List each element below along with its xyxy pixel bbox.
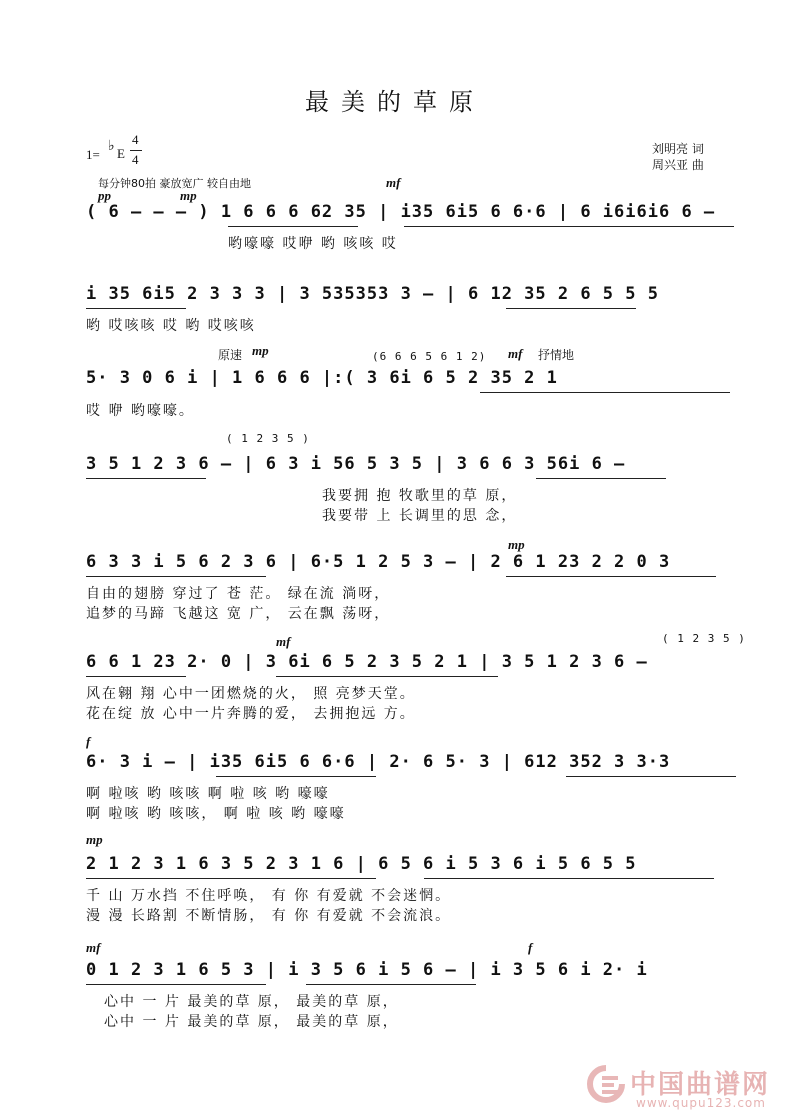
system-1-underline-2 — [404, 226, 734, 227]
key-tonic: E — [117, 146, 125, 161]
ghost-notes-6665612: (6 6 6 5 6 1 2) — [372, 350, 487, 363]
dynamic-pp: pp — [98, 188, 111, 203]
system-6-underline — [86, 676, 186, 677]
system-6-notes: 6 6 1 23 2· 0 | 3 6i 6 5 2 3 5 2 1 | 3 5 1 2 3 6 – — [86, 652, 648, 672]
time-signature-top: 4 — [132, 132, 139, 147]
time-signature-bottom: 4 — [132, 152, 139, 167]
system-2-underline-2 — [506, 308, 636, 309]
system-5-notes: 6 3 3 i 5 6 2 3 6 | 6·5 1 2 5 3 – | 2 6 1 23 2 2 0 3 — [86, 552, 671, 572]
system-6-underline-2 — [276, 676, 498, 677]
system-1-underline — [228, 226, 358, 227]
watermark-logo-icon — [586, 1064, 626, 1104]
system-8-underline-2 — [424, 878, 714, 879]
lyricist-credit: 刘明亮 词 — [652, 142, 704, 156]
watermark-url: www.qupu123.com — [636, 1096, 766, 1110]
system-8-notes: 2 1 2 3 1 6 3 5 2 3 1 6 | 6 5 6 i 5 3 6 i 5 6 5 5 — [86, 854, 637, 874]
system-8-lyric-2: 漫 漫 长路割 不断情肠， 有 你 有爱就 不会流浪。 — [86, 908, 452, 924]
dynamic-f: f — [86, 734, 91, 749]
system-5-lyric-2: 追梦的马蹄 飞越这 宽 广， 云在飘 荡呀， — [86, 606, 391, 622]
system-6-lyric-1: 风在翱 翔 心中一团燃烧的火， 照 亮梦天堂。 — [86, 686, 416, 702]
dynamic-mp: mp — [180, 188, 197, 203]
system-6-lyric-2: 花在绽 放 心中一片奔腾的爱， 去拥抱远 方。 — [86, 706, 416, 722]
system-2-notes: i 35 6i5 2 3 3 3 | 3 535353 3 – | 6 12 35 2 6 5 5 5 — [86, 284, 659, 304]
system-8-underline — [86, 878, 376, 879]
system-8-lyric-1: 千 山 万水挡 不住呼唤， 有 你 有爱就 不会迷惘。 — [86, 888, 452, 904]
dynamic-mp-4: mp — [86, 832, 103, 847]
system-2-lyric: 哟 哎咳咳 哎 哟 哎咳咳 — [86, 318, 256, 334]
time-signature-line — [130, 150, 142, 151]
system-9-lyric-1: 心中 一 片 最美的草 原， 最美的草 原， — [104, 994, 399, 1010]
expression-lyrical: 抒情地 — [538, 348, 575, 362]
system-5-lyric-1: 自由的翅膀 穿过了 苍 茫。 绿在流 淌呀， — [86, 586, 391, 602]
system-3-lyric: 哎 咿 哟嚎嚎。 — [86, 403, 195, 419]
system-4-lyric-2: 我要带 上 长调里的思 念， — [322, 508, 518, 524]
ghost-notes-1235: ( 1 2 3 5 ) — [226, 432, 310, 445]
system-4-notes: 3 5 1 2 3 6 – | 6 3 i 56 5 3 5 | 3 6 6 3 56i 6 – — [86, 454, 626, 474]
system-2-underline — [86, 308, 186, 309]
system-9-lyric-2: 心中 一 片 最美的草 原， 最美的草 原， — [104, 1014, 399, 1030]
tempo-primo: 原速 — [218, 348, 243, 362]
system-4-underline — [86, 478, 206, 479]
system-9-notes: 0 1 2 3 1 6 5 3 | i 3 5 6 i 5 6 – | i 3 5 6 i 2· i — [86, 960, 648, 980]
system-5-underline-2 — [506, 576, 716, 577]
dynamic-mf-2: mf — [508, 346, 523, 361]
system-1-notes: ( 6 – – – ) 1 6 6 6 62 35 | i35 6i5 6 6·6 | 6 i6i6i6 6 – — [86, 202, 716, 222]
system-7-underline-2 — [566, 776, 736, 777]
dynamic-mp-3: mp — [508, 537, 525, 552]
system-9-underline-2 — [306, 984, 476, 985]
system-4-lyric-1: 我要拥 抱 牧歌里的草 原， — [322, 488, 518, 504]
dynamic-mf-4: mf — [86, 940, 101, 955]
dynamic-mf: mf — [386, 175, 401, 190]
system-7-notes: 6· 3 i – | i35 6i5 6 6·6 | 2· 6 5· 3 | 612 352 3 3·3 — [86, 752, 671, 772]
system-7-lyric-1: 啊 啦咳 哟 咳咳 啊 啦 咳 哟 嚎嚎 — [86, 786, 330, 802]
system-3-notes: 5· 3 0 6 i | 1 6 6 6 |:( 3 6i 6 5 2 35 2 1 — [86, 368, 558, 388]
system-4-underline-2 — [536, 478, 666, 479]
tempo-marking: 每分钟80拍 豪放宽广 较自由地 — [98, 177, 251, 190]
composer-credit: 周兴亚 曲 — [652, 158, 704, 172]
system-9-underline — [86, 984, 266, 985]
watermark-brand: 中国曲谱网 — [630, 1070, 771, 1100]
dynamic-f-2: f — [528, 940, 533, 955]
system-7-lyric-2: 啊 啦咳 哟 咳咳， 啊 啦 咳 哟 嚎嚎 — [86, 806, 346, 822]
system-5-underline — [86, 576, 266, 577]
key-prefix: 1= — [86, 147, 100, 162]
system-3-underline — [480, 392, 730, 393]
system-7-underline — [216, 776, 376, 777]
system-1-lyric: 哟嚎嚎 哎咿 哟 咳咳 哎 — [228, 236, 398, 252]
dynamic-mp-2: mp — [252, 343, 269, 358]
dynamic-mf-3: mf — [276, 634, 291, 649]
key-flat: ♭ — [108, 139, 115, 154]
page-title: 最美的草原 — [305, 88, 485, 116]
ghost-notes-1235-2: ( 1 2 3 5 ) — [662, 632, 746, 645]
